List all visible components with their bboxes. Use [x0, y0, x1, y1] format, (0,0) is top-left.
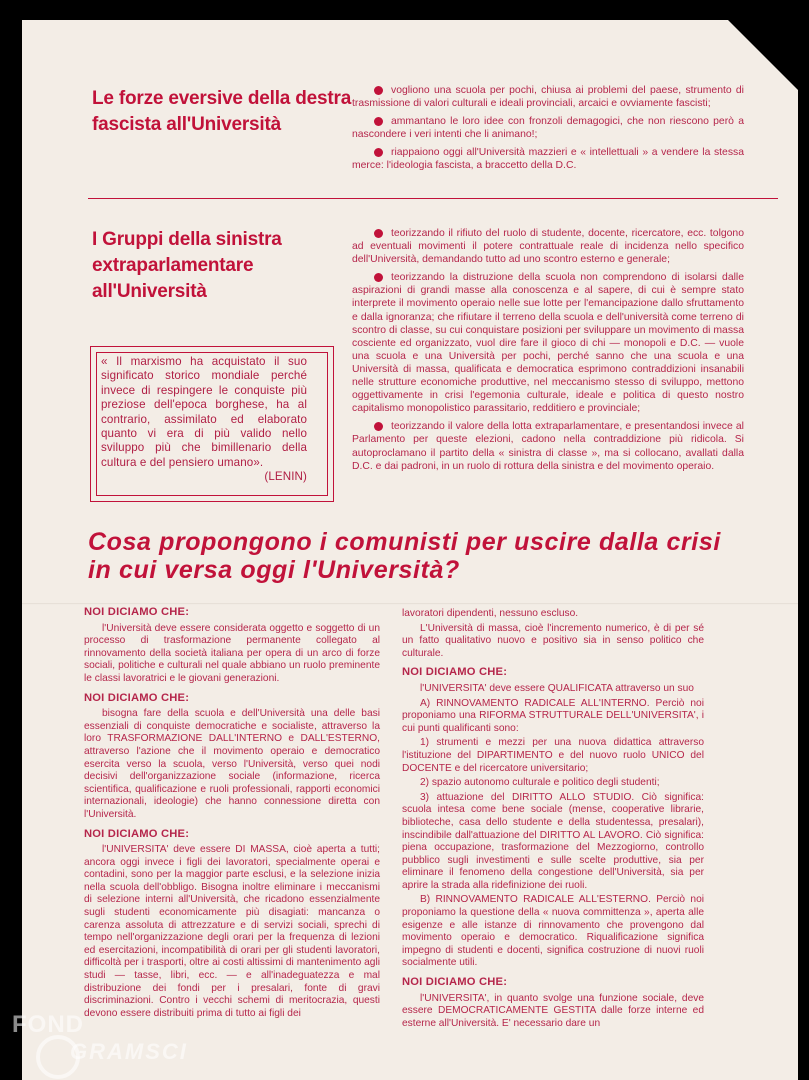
lenin-quote-box	[90, 346, 334, 502]
point-text: teorizzando la distruzione della scuola non comprendono di isolarsi dalle aspirazioni di grandi masse alla conoscenza e al sapere, di cui è sempre stato interprete il movimento operaio nelle sue lotte per l'emancipazione dallo sfruttamento e dalla ignoranza; che rifiutare il terreno della scuola e dell'università come terreno di scontro di classe, su cui conquistare posizioni per sviluppare un movimento di massa cosciente ed organizzato, vuol dire fare il gioco di chi — monopoli e D.C. — vuole una scuola e una Università per pochi, perché sanno che una scuola e una Università di massa, qualificata e democratica esprimono contraddizioni insanabili nelle strutture economiche produttive, nel meccanismo stesso di sviluppo, mettono oggettivamente in crisi l'egemonia culturale, ideale e politica di questo nostro capitalismo monopolistico parassitario, redditiero e provinciale;	[352, 272, 744, 415]
bullet-dot-icon	[374, 422, 383, 431]
paragraph: bisogna fare della scuola e dell'Università una delle basi essenziali di conquiste democratiche e socialiste, attraverso la loro TRASFORMAZIONE DALL'INTERNO e DALL'ESTERNO, attraverso l'azione che il movimento operaio e democratico esercita verso la scuola, verso l'Università, verso quei nodi decisivi dell'organizzazione sociale (informazione, ricerca scientifica, qualificazione e ruoli professionali, rapporti economici internazionali, ideologie) che hanno connessione diretta con l'Università.	[84, 708, 380, 820]
paragraph: l'UNIVERSITA' deve essere DI MASSA, cioè aperta a tutti; ancora oggi invece i figli dei lavoratori, specialmente operai e contadini, sono per la maggior parte esclusi, e la selezione inizia nella scuola dell'obbligo. Bisogna inoltre eliminare i meccanismi di selezione interni all'Università, che ricadono essenzialmente sugli studenti economicamente più disagiati: mancanza o carenza assoluta di attrezzature e di servizi sociali, sprechi di tempo nell'organizzazione degli orari per la frequenza di lezioni ed esercitazioni, incompatibilità di orari per gli studenti lavoratori, difficoltà per i trasporti, oltre ai costi altissimi di mantenimento agli studi — tasse, libri, ecc. — e all'inadeguatezza e mal distribuzione dei fondi per i presalari, fonte di gravi discriminazioni. Contro i vecchi schemi di meritocrazia, questi devono essere distribuiti prima di tutto ai figli dei	[84, 844, 380, 1019]
section-heading-extraparliamentary: I Gruppi della sinistra extraparlamentare all'Università	[92, 229, 282, 302]
bullet-dot-icon	[374, 86, 383, 95]
point-text: vogliono una scuola per pochi, chiusa ai problemi del paese, strumento di trasmissione di valori culturali e ideali provinciali, arcaici e ovviamente fascisti;	[352, 85, 744, 110]
section-points-right-wing	[352, 84, 744, 178]
point-text: teorizzando il rifiuto del ruolo di studente, docente, ricercatore, ecc. tolgono ad eventuali movimenti il potere contrattuale reale di incidenza nello specifico dell'Università, demandando tutto ad uno scontro esterno e generale;	[352, 228, 744, 266]
column-heading: NOI DICIAMO CHE:	[84, 691, 190, 704]
paragraph: L'Università di massa, cioè l'incremento numerico, è di per sé un fatto qualitativo nuovo e positivo sia in senso politico che culturale.	[402, 622, 704, 659]
bullet-dot-icon	[374, 148, 383, 157]
bullet-dot-icon	[374, 273, 383, 282]
section-heading-right-wing: Le forze eversive della destra fascista all'Università	[92, 88, 352, 135]
quote-author: (LENIN)	[264, 470, 307, 484]
bullet-dot-icon	[374, 117, 383, 126]
column-heading: NOI DICIAMO CHE:	[402, 666, 508, 679]
paragraph: l'UNIVERSITA' deve essere QUALIFICATA attraverso un suo	[420, 682, 694, 694]
section-divider	[88, 198, 778, 199]
document-page	[12, 20, 798, 1080]
paragraph: l'Università deve essere considerata oggetto e soggetto di un processo di trasformazione permanente collegato al rinnovamento della società italiana per opera di un arco di forze sociali, politiche e culturali nel quale abbiano un ruolo preminente le classi lavoratrici e le giovani generazioni.	[84, 622, 380, 684]
paragraph: 2) spazio autonomo culturale e politico degli studenti;	[420, 777, 660, 789]
column-heading: NOI DICIAMO CHE:	[84, 827, 190, 840]
archive-watermark	[12, 995, 188, 1075]
point-text: riappaiono oggi all'Università mazzieri e « intellettuali » a vendere la stessa merce: l'ideologia fascista, a braccetto della D.C.	[352, 147, 744, 172]
watermark-text: GRAMSCI	[70, 1039, 188, 1064]
watermark-text: FOND	[12, 1011, 84, 1038]
section-points-extraparliamentary	[352, 227, 744, 478]
bullet-dot-icon	[374, 229, 383, 238]
paragraph: 1) strumenti e mezzi per una nuova didattica attraverso l'istituzione del DIPARTIMENTO e del nuovo ruolo UNICO del DOCENTE e del ricercatore universitario;	[402, 737, 704, 774]
quote-body: « Il marxismo ha acquistato il suo significato storico mondiale perché invece di respingere le conquiste più preziose dell'epoca borghese, ha al contrario, assimilato ed elaborato quanto vi era di più valido nello sviluppo più che bimillenario della cultura e del pensiero umano».	[101, 355, 307, 469]
paragraph: B) RINNOVAMENTO RADICALE ALL'ESTERNO. Perciò noi proponiamo la questione della « nuova committenza », aperta alle esigenze e alle istanze di rinnovamento che provengono dal movimento operaio e democratico. Riqualificazione significa impegno di studenti e docenti, significa costruzione di nuovi ruoli socialmente utili.	[402, 894, 704, 969]
point-text: ammantano le loro idee con fronzoli demagogici, che non riescono però a nascondere i veri intenti che li animano!;	[352, 116, 744, 141]
right-column	[402, 608, 704, 1032]
column-heading: NOI DICIAMO CHE:	[84, 606, 190, 618]
paragraph: lavoratori dipendenti, nessuno escluso.	[402, 608, 579, 619]
paragraph: 3) attuazione del DIRITTO ALLO STUDIO. Ciò significa: scuola intesa come bene sociale (mense, cooperative librarie, biblioteche, casa dello studente e della studentessa, presalari), inscindibile dall'attuazione del DIRITTO AL LAVORO. Ciò significa: piena occupazione, trasformazione del Mezzogiorno, controllo pubblico sugli investimenti e sulle scelte produttive, sia per eliminare il fenomeno della congestione dell'Università, sia per aprire la strada alla ridefinizione dei ruoli.	[402, 791, 704, 891]
point-text: teorizzando il valore della lotta extraparlamentare, e presentandosi invece al Parlamento per queste elezioni, cadono nella contraddizione più ridicola. Si autoproclamano il partito della « sinistra di classe », ma si collocano, avallati dalla D.C. e dai padroni, in un ruolo di rottura della sinistra e del movimento operaio.	[352, 421, 744, 472]
paragraph: A) RINNOVAMENTO RADICALE ALL'INTERNO. Perciò noi proponiamo una RIFORMA STRUTTURALE DELL'UNIVERSITA', i cui punti qualificanti sono:	[402, 697, 704, 734]
left-column	[84, 600, 380, 1022]
main-title: Cosa propongono i comunisti per uscire dalla crisi in cui versa oggi l'Università?	[88, 528, 721, 584]
paragraph: l'UNIVERSITA', in quanto svolge una funzione sociale, deve essere DEMOCRATICAMENTE GESTITA dalle forze interne ed esterne all'Università. E' necessario dare un	[402, 992, 704, 1029]
folded-corner	[728, 20, 798, 90]
column-heading: NOI DICIAMO CHE:	[402, 976, 508, 989]
quote-text	[101, 355, 307, 485]
